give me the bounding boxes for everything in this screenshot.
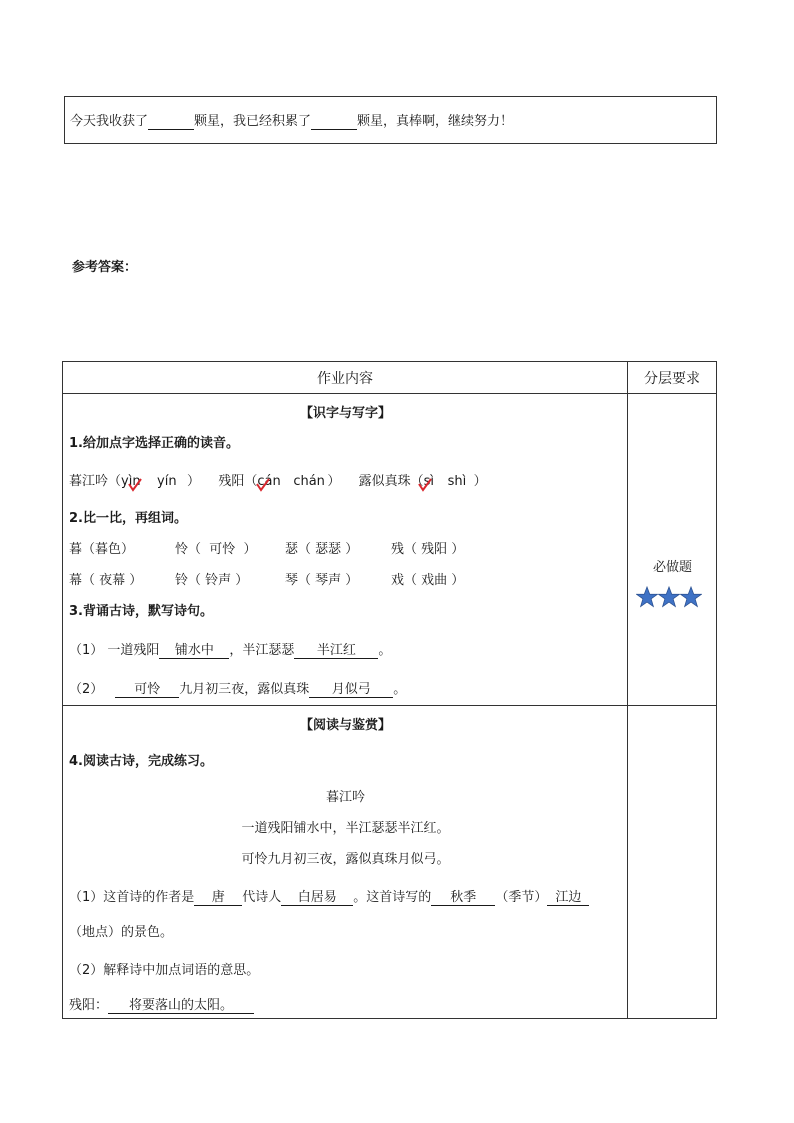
q1-c-option1[interactable]: sì: [423, 474, 435, 489]
total-stars-blank[interactable]: [311, 114, 357, 130]
q3-line-2: （2） 可怜 九月初三夜，露似真珠 月似弓 。: [69, 682, 407, 697]
q3-answer-3[interactable]: 可怜: [115, 682, 179, 698]
q1-c-option2[interactable]: shì: [447, 474, 467, 489]
q2-answer[interactable]: 暮色: [95, 542, 122, 557]
q2-prompt: 2.比一比，再组词。: [69, 511, 187, 526]
header-content: 作业内容: [63, 362, 628, 394]
q4-part2: （2）解释诗中加点词语的意思。: [69, 963, 260, 978]
section1-cell: [63, 394, 628, 706]
poem-line-2: 可怜九月初三夜，露似真珠月似弓。: [241, 852, 450, 867]
q4-part3: 残阳： 将要落山的太阳。: [69, 994, 254, 1014]
q1-prompt: 1.给加点字选择正确的读音。: [69, 436, 239, 451]
check-icon: [256, 478, 270, 492]
poem-line-1: 一道残阳铺水中，半江瑟瑟半江红。: [241, 821, 450, 836]
answer-season[interactable]: 秋季: [431, 890, 495, 906]
q3-answer-4[interactable]: 月似弓: [309, 682, 393, 698]
q2-answer[interactable]: 瑟瑟: [315, 542, 342, 557]
star-icon: [636, 586, 658, 608]
q3-line-1: （1） 一道残阳 铺水中 ，半江瑟瑟 半江红 。: [69, 643, 392, 658]
answer-definition[interactable]: 将要落山的太阳。: [108, 998, 254, 1014]
section2-cell: [63, 706, 628, 1019]
earned-stars-blank[interactable]: [148, 114, 194, 130]
answer-heading: 参考答案：: [72, 260, 138, 275]
q1-a-option2[interactable]: yín: [157, 474, 177, 489]
section1-level-cell: [628, 394, 717, 706]
q2-row-1: 暮（暮色） 怜（ 可怜 ） 瑟（ 瑟瑟 ） 残（ 残阳 ）: [69, 542, 465, 557]
q1-b-option2[interactable]: chán: [293, 474, 325, 489]
q2-answer[interactable]: 夜幕: [99, 573, 126, 588]
q1-a-option1[interactable]: yìn: [121, 474, 141, 489]
q3-prompt: 3.背诵古诗，默写诗句。: [69, 604, 213, 619]
q2-answer[interactable]: 残阳: [421, 542, 448, 557]
q1-b-option1[interactable]: cán: [257, 474, 281, 489]
q2-answer[interactable]: 可怜: [209, 542, 236, 557]
star-icon: [680, 586, 702, 608]
q2-row-2: 幕（ 夜幕 ） 铃（ 铃声 ） 琴（ 琴声 ） 戏（ 戏曲 ）: [69, 573, 465, 588]
header-level: 分层要求: [628, 362, 717, 394]
level-label: 必做题: [652, 560, 692, 575]
answer-poet[interactable]: 白居易: [281, 890, 353, 906]
star-icon: [658, 586, 680, 608]
section1-title: 【识字与写字】: [299, 406, 391, 421]
q3-answer-1[interactable]: 铺水中: [159, 643, 229, 659]
q4-part1-line1: （1）这首诗的作者是 唐 代诗人 白居易 。这首诗写的 秋季 （季节） 江边: [69, 886, 589, 906]
check-icon: [418, 478, 432, 492]
star-rating: [636, 586, 702, 612]
q4-part1-line2: （地点）的景色。: [69, 925, 174, 940]
q2-answer[interactable]: 戏曲: [421, 573, 448, 588]
section2-title: 【阅读与鉴赏】: [299, 718, 391, 733]
section2-level-cell: [628, 706, 717, 1019]
poem-title: 暮江吟: [325, 790, 365, 805]
q2-answer[interactable]: 琴声: [315, 573, 342, 588]
q2-answer[interactable]: 铃声: [205, 573, 232, 588]
reward-line: 今天我收获了 颗星，我已经积累了 颗星，真棒啊，继续努力！: [70, 114, 514, 129]
homework-table: [62, 361, 717, 1019]
q4-prompt: 4.阅读古诗，完成练习。: [69, 754, 213, 769]
q3-answer-2[interactable]: 半江红: [294, 643, 378, 659]
check-icon: [128, 478, 142, 492]
q1-items: 暮江吟（yìn yín ） 残阳（cán chán ） 露似真珠（sì shì ）: [69, 474, 487, 489]
answer-location[interactable]: 江边: [547, 890, 589, 906]
answer-dynasty[interactable]: 唐: [194, 890, 242, 906]
